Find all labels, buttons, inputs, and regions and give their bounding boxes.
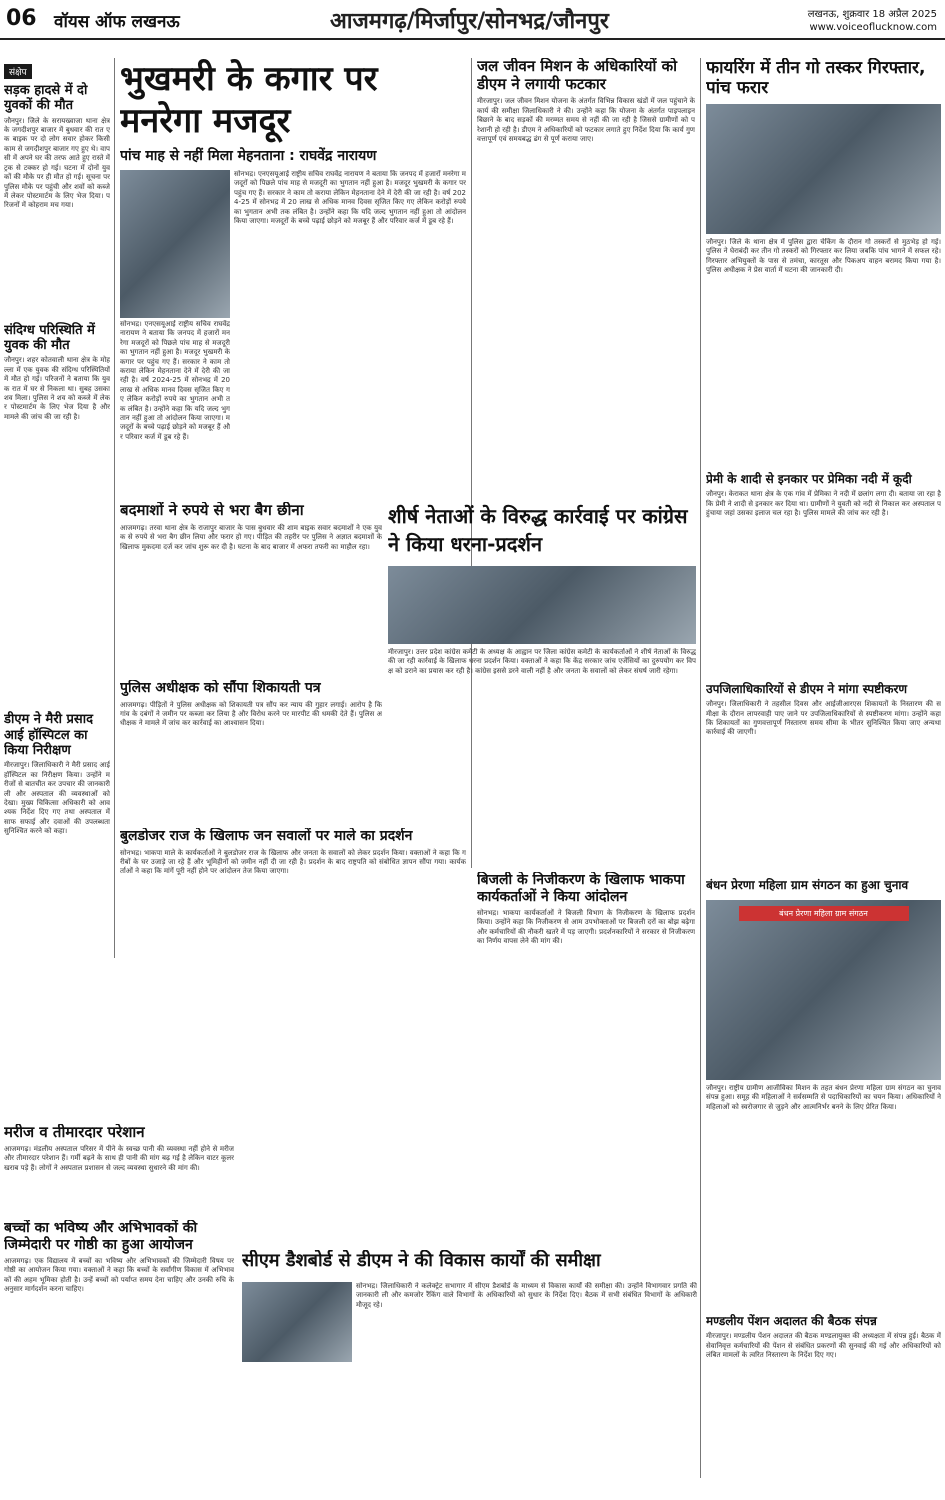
body: मीरजापुर। जल जीवन मिशन योजना के अंतर्गत विभिन्न विकास खंडों में जल पहुंचाने के कार्य की समीक्षा जिलाधिकारी ने की। उन्होंने कहा कि योजना के अंतर्गत पाइपलाइन बिछाने के बाद सड़कों की मरम्मत समय से नहीं की जा रही है जिससे ग्रामीणों को परेशानी हो रही है। डीएम ने अधिकारियों को फटकार लगाते हुए निर्देश दिया कि कार्य गुणवत्तापूर्ण एवं समयबद्ध ढंग से पूर्ण कराया जाए।	[477, 97, 695, 143]
brief-column	[4, 60, 110, 960]
story-jal	[477, 58, 695, 498]
page-header	[0, 0, 945, 40]
story-upadhi	[706, 682, 941, 872]
headline: बिजली के निजीकरण के खिलाफ भाकपा कार्यकर्ताओं ने किया आंदोलन	[477, 872, 685, 905]
body: आजमगढ़। पीड़ितों ने पुलिस अधीक्षक को शिकायती पत्र सौंप कर न्याय की गुहार लगाई। आरोप है कि गांव के दबंगों ने जमीन पर कब्जा कर लिया है और विरोध करने पर मारपीट की धमकी देते हैं। पुलिस अधीक्षक ने मामले में जांच कर कार्रवाई का आश्वासन दिया।	[120, 700, 382, 728]
headline: बुलडोजर राज के खिलाफ जन सवालों पर माले का प्रदर्शन	[120, 828, 413, 844]
story-sp	[120, 680, 382, 820]
brief-body: जौनपुर। शहर कोतवाली थाना क्षेत्र के मोहल्ला में एक युवक की संदिग्ध परिस्थितियों में मौत हो गई। परिजनों ने बताया कि युवक रात में घर से निकला था। सुबह उसका शव मिला। पुलिस ने शव को कब्जे में लेकर पोस्टमार्टम के लिए भेज दिया है और मामले की जांच की जा रही है।	[4, 356, 110, 421]
headline: फायरिंग में तीन गो तस्कर गिरफ्तार, पांच फरार	[706, 58, 926, 99]
headline: सीएम डैशबोर्ड से डीएम ने की विकास कार्यों की समीक्षा	[242, 1250, 601, 1271]
body: जौनपुर। जिले के थाना क्षेत्र में पुलिस द्वारा चेकिंग के दौरान गो तस्करों से मुठभेड़ हो गई। पुलिस ने घेराबंदी कर तीन गो तस्करों को गिरफ्तार कर लिया जबकि पांच भागने में सफल रहे। गिरफ्तार अभियुक्तों के पास से तमंचा, कारतूस और पिकअप वाहन बरामद किया गया है। पुलिस अधीक्षक ने प्रेस वार्ता में घटना की जानकारी दी।	[706, 238, 941, 275]
story-mareez	[4, 1124, 234, 1214]
headline: बंधन प्रेरणा महिला ग्राम संगठन का हुआ चुनाव	[706, 878, 909, 892]
headline: बच्चों का भविष्य और अभिभावकों की जिम्मेदारी पर गोष्ठी का हुआ आयोजन	[4, 1220, 198, 1253]
headline: पुलिस अधीक्षक को सौंपा शिकायती पत्र	[120, 680, 321, 696]
body: मीरजापुर। उत्तर प्रदेश कांग्रेस कमेटी के अध्यक्ष के आह्वान पर जिला कांग्रेस कमेटी के कार्यकर्ताओं ने शीर्ष नेताओं के विरुद्ध की जा रही कार्रवाई के खिलाफ धरना प्रदर्शन किया। वक्ताओं ने कहा कि केंद्र सरकार जांच एजेंसियों का दुरुपयोग कर विपक्ष को डराने का प्रयास कर रही है। कांग्रेस इससे डरने वाली नहीं है और जनता के सवालों को लेकर संघर्ष जारी रहेगा।	[388, 648, 696, 675]
page-number: 06	[6, 6, 37, 31]
body: जौनपुर। जिलाधिकारी ने तहसील दिवस और आईजीआरएस शिकायतों के निस्तारण की समीक्षा के दौरान लापरवाही पाए जाने पर उपजिलाधिकारियों से स्पष्टीकरण मांगा। उन्होंने कहा कि शिकायतों का गुणवत्तापूर्ण निस्तारण समय सीमा के भीतर सुनिश्चित किया जाए अन्यथा कार्रवाई की जाएगी।	[706, 700, 941, 737]
brief-headline: डीएम ने मैरी प्रसाद आई हॉस्पिटल का किया निरीक्षण	[4, 712, 93, 758]
story-firing	[706, 58, 941, 468]
headline: शीर्ष नेताओं के विरुद्ध कार्रवाई पर कांग्रेस ने किया धरना-प्रदर्शन	[388, 504, 688, 556]
photo-women-group	[706, 900, 941, 1080]
body: सोनभद्र। एनएसयूआई राष्ट्रीय सचिव राघवेंद्र नारायण ने बताया कि जनपद में हजारों मनरेगा मजदूरों को पिछले पांच माह से मजदूरी का भुगतान नहीं हुआ है। मजदूर भुखमरी के कगार पर पहुंच गए हैं। सरकार ने काम तो कराया लेकिन मेहनताना देने में देरी की जा रही है। वर्ष 2024-25 में सोनभद्र में 20 लाख से अधिक मानव दिवस सृजित किए गए लेकिन करोड़ों रुपये का भुगतान अभी तक लंबित है। उन्होंने कहा कि यदि जल्द भुगतान नहीं हुआ तो आंदोलन किया जाएगा। मजदूरों के बच्चे पढ़ाई छोड़ने को मजबूर हैं और परिवार कर्ज में डूब रहे हैं।	[120, 320, 230, 441]
headline: प्रेमी के शादी से इनकार पर प्रेमिका नदी में कूदी	[706, 472, 912, 486]
body: जौनपुर। राष्ट्रीय ग्रामीण आजीविका मिशन के तहत बंधन प्रेरणा महिला ग्राम संगठन का चुनाव संपन्न हुआ। समूह की महिलाओं ने सर्वसम्मति से पदाधिकारियों का चयन किया। अधिकारियों ने महिलाओं को स्वरोजगार से जुड़ने और आत्मनिर्भर बनने के लिए प्रेरित किया।	[706, 1084, 941, 1111]
story-mandaliya	[706, 1314, 941, 1494]
date-block	[808, 8, 937, 34]
story-bijli	[477, 872, 695, 1242]
story-congress	[388, 502, 696, 862]
website[interactable]: www.voiceoflucknow.com	[809, 22, 937, 33]
story-bag	[120, 502, 382, 672]
region-title: आजमगढ़/मिर्जापुर/सोनभद्र/जौनपुर	[330, 9, 609, 34]
headline: बदमाशों ने रुपये से भरा बैग छीना	[120, 502, 304, 519]
body: सोनभद्र। भाकपा माले के कार्यकर्ताओं ने बुलडोजर राज के खिलाफ और जनता के सवालों को लेकर प्रदर्शन किया। वक्ताओं ने कहा कि गरीबों के घर उजाड़े जा रहे हैं और भूमिहीनों को जमीन नहीं दी जा रही है। प्रदर्शन के बाद राष्ट्रपति को संबोधित ज्ञापन सौंपा गया। कार्यकर्ताओं ने कहा कि मांगें पूरी नहीं होने पर आंदोलन तेज किया जाएगा।	[120, 848, 466, 876]
brief-body: जौनपुर। जिले के सरायख्वाजा थाना क्षेत्र के जगदीशपुर बाजार में बुधवार की रात एक बाइक पर दो लोग सवार होकर किसी काम से जगदीशपुर बाजार गए हुए थे। वापसी में अपने घर की तरफ आते हुए रास्ते में ट्रक से टक्कर हो गई। घटना में दोनों युवकों की मौके पर ही मौत हो गई। सूचना पर पुलिस मौके पर पहुंची और शवों को कब्जे में लेकर पोस्टमार्टम के लिए भेज दिया। परिजनों में कोहराम मच गया।	[4, 116, 110, 210]
story-bachche	[4, 1220, 234, 1495]
story-bulldozer	[120, 828, 466, 1118]
photo-meeting	[242, 1282, 352, 1362]
brief-body: मीरजापुर। जिलाधिकारी ने मैरी प्रसाद आई हॉस्पिटल का निरीक्षण किया। उन्होंने मरीजों से बातचीत कर उपचार की जानकारी ली और अस्पताल की व्यवस्थाओं को देखा। मुख्य चिकित्सा अधिकारी को आवश्यक निर्देश दिए गए तथा अस्पताल में साफ सफाई और दवाओं की उपलब्धता सुनिश्चित करने को कहा।	[4, 761, 110, 836]
headline: जल जीवन मिशन के अधिकारियों को डीएम ने लगायी फटकार	[477, 58, 677, 93]
subhead: पांच माह से नहीं मिला मेहनताना : राघवेंद्र नारायण	[120, 148, 377, 164]
headline: मण्डलीय पेंशन अदालत की बैठक संपन्न	[706, 1314, 877, 1328]
body: सोनभद्र। एनएसयूआई राष्ट्रीय सचिव राघवेंद्र नारायण ने बताया कि जनपद में हजारों मनरेगा मजदूरों को पिछले पांच माह से मजदूरी का भुगतान नहीं हुआ है। मजदूर भुखमरी के कगार पर पहुंच गए हैं। सरकार ने काम तो कराया लेकिन मेहनताना देने में देरी की जा रही है। वर्ष 2024-25 में सोनभद्र में 20 लाख से अधिक मानव दिवस सृजित किए गए लेकिन करोड़ों रुपये का भुगतान अभी तक लंबित है। उन्होंने कहा कि यदि जल्द भुगतान नहीं हुआ तो आंदोलन किया जाएगा। मजदूरों के बच्चे पढ़ाई छोड़ने को मजबूर हैं और परिवार कर्ज में डूब रहे हैं।	[234, 170, 466, 226]
story-premika	[706, 472, 941, 672]
story-dashboard	[242, 1250, 697, 1495]
divider	[114, 58, 115, 958]
story-mnrega	[120, 58, 466, 498]
brief-headline: सड़क हादसे में दो युवकों की मौत	[4, 83, 88, 114]
photo-portrait	[120, 170, 230, 318]
newspaper-name: वॉयस ऑफ लखनऊ	[54, 12, 180, 32]
body: सोनभद्र। जिलाधिकारी ने कलेक्ट्रेट सभागार में सीएम डैशबोर्ड के माध्यम से विकास कार्यों की समीक्षा की। उन्होंने विभागवार प्रगति की जानकारी ली और कमजोर रैंकिंग वाले विभागों के अधिकारियों को सुधार के निर्देश दिए। बैठक में सभी संबंधित विभागों के अधिकारी मौजूद रहे।	[356, 1282, 697, 1309]
brief-headline: संदिग्ध परिस्थिति में युवक की मौत	[4, 322, 95, 353]
body: सोनभद्र। भाकपा कार्यकर्ताओं ने बिजली विभाग के निजीकरण के खिलाफ प्रदर्शन किया। उन्होंने कहा कि निजीकरण से आम उपभोक्ताओं पर बिजली दरों का बोझ बढ़ेगा और कर्मचारियों की नौकरी खतरे में पड़ जाएगी। प्रदर्शनकारियों ने सरकार से निजीकरण का निर्णय वापस लेने की मांग की।	[477, 909, 695, 946]
body: आजमगढ़। तरवा थाना क्षेत्र के राजापुर बाजार के पास बुधवार की शाम बाइक सवार बदमाशों ने एक युवक से रुपये से भरा बैग छीन लिया और फरार हो गए। पीड़ित की तहरीर पर पुलिस ने अज्ञात बदमाशों के खिलाफ मुकदमा दर्ज कर जांच शुरू कर दी है। घटना के बाद बाजार में अफरा तफरी का माहौल रहा।	[120, 523, 382, 551]
issue-date: लखनऊ, शुक्रवार 18 अप्रैल 2025	[807, 9, 937, 20]
headline: भुखमरी के कगार पर मनरेगा मजदूर	[120, 59, 378, 141]
body: मीरजापुर। मण्डलीय पेंशन अदालत की बैठक मण्डलायुक्त की अध्यक्षता में संपन्न हुई। बैठक में सेवानिवृत्त कर्मचारियों की पेंशन से संबंधित प्रकरणों की सुनवाई की गई और अधिकारियों को लंबित मामलों के त्वरित निस्तारण के निर्देश दिए गए।	[706, 1332, 941, 1359]
brief-label: संक्षेप	[4, 64, 32, 79]
photo-police	[706, 104, 941, 234]
divider	[700, 58, 701, 1478]
body: जौनपुर। केराकत थाना क्षेत्र के एक गांव में प्रेमिका ने नदी में छलांग लगा दी। बताया जा रहा है कि प्रेमी ने शादी से इनकार कर दिया था। ग्रामीणों ने युवती को नदी से निकाल कर अस्पताल पहुंचाया जहां उसका इलाज चल रहा है। पुलिस मामले की जांच कर रही है।	[706, 490, 941, 517]
body: आजमगढ़। मंडलीय अस्पताल परिसर में पीने के स्वच्छ पानी की व्यवस्था नहीं होने से मरीज और तीमारदार परेशान हैं। गर्मी बढ़ने के साथ ही पानी की मांग बढ़ गई है लेकिन वाटर कूलर खराब पड़े हैं। लोगों ने अस्पताल प्रशासन से जल्द व्यवस्था सुधारने की मांग की।	[4, 1144, 234, 1172]
headline: मरीज व तीमारदार परेशान	[4, 1124, 145, 1141]
story-bandhan	[706, 878, 941, 1308]
photo-protest	[388, 566, 696, 644]
banner-text: बंधन प्रेरणा महिला ग्राम संगठन	[739, 906, 909, 921]
body: आजमगढ़। एक विद्यालय में बच्चों का भविष्य और अभिभावकों की जिम्मेदारी विषय पर गोष्ठी का आयोजन किया गया। वक्ताओं ने कहा कि बच्चों के सर्वांगीण विकास में अभिभावकों की अहम भूमिका होती है। उन्हें बच्चों को पर्याप्त समय देना चाहिए और उनकी रुचि के अनुसार मार्गदर्शन करना चाहिए।	[4, 1257, 234, 1294]
headline: उपजिलाधिकारियों से डीएम ने मांगा स्पष्टीकरण	[706, 682, 908, 696]
